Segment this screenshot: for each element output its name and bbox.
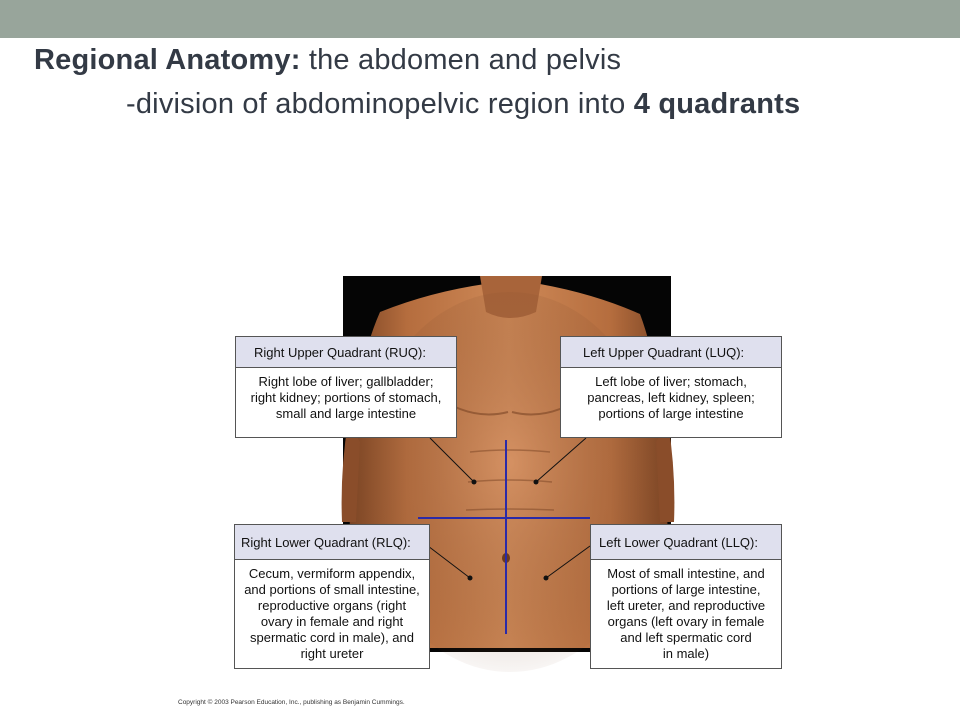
llq-organs: Most of small intestine, and portions of large intestine, left ureter, and reproductive organs (left ovary in female and left spermatic cord in male) (606, 566, 766, 661)
title-bold: Regional Anatomy: (34, 44, 301, 76)
llq-title: Left Lower Quadrant (LLQ): (591, 525, 781, 560)
rlq-organs: Cecum, vermiform appendix, and portions of small intestine, reproductive organs (right ovary in female and right spermatic cord in male), and right ureter (244, 566, 420, 661)
luq-box (560, 336, 782, 438)
luq-marker (534, 480, 539, 485)
rlq-box (234, 524, 430, 669)
ruq-marker (472, 480, 477, 485)
rlq-marker (468, 576, 473, 581)
slide-subtitle (126, 88, 800, 121)
subtitle-bold: 4 quadrants (633, 88, 801, 120)
ruq-box (235, 336, 457, 438)
ruq-title: Right Upper Quadrant (RUQ): (236, 337, 456, 368)
top-bar (0, 0, 960, 38)
luq-title: Left Upper Quadrant (LUQ): (561, 337, 781, 368)
rlq-title: Right Lower Quadrant (RLQ): (235, 525, 429, 560)
ruq-organs: Right lobe of liver; gallbladder; right kidney; portions of stomach, small and large intestine (250, 374, 442, 421)
llq-marker (544, 576, 549, 581)
slide-title (34, 44, 621, 77)
subtitle-prefix: -division of abdominopelvic region into (126, 88, 634, 120)
quadrant-figure (230, 272, 790, 672)
copyright-notice: Copyright © 2003 Pearson Education, Inc., publishing as Benjamin Cummings. (178, 699, 405, 706)
title-rest: the abdomen and pelvis (300, 44, 622, 76)
llq-box (590, 524, 782, 669)
luq-organs: Left lobe of liver; stomach, pancreas, left kidney, spleen; portions of large intestine (587, 374, 755, 421)
